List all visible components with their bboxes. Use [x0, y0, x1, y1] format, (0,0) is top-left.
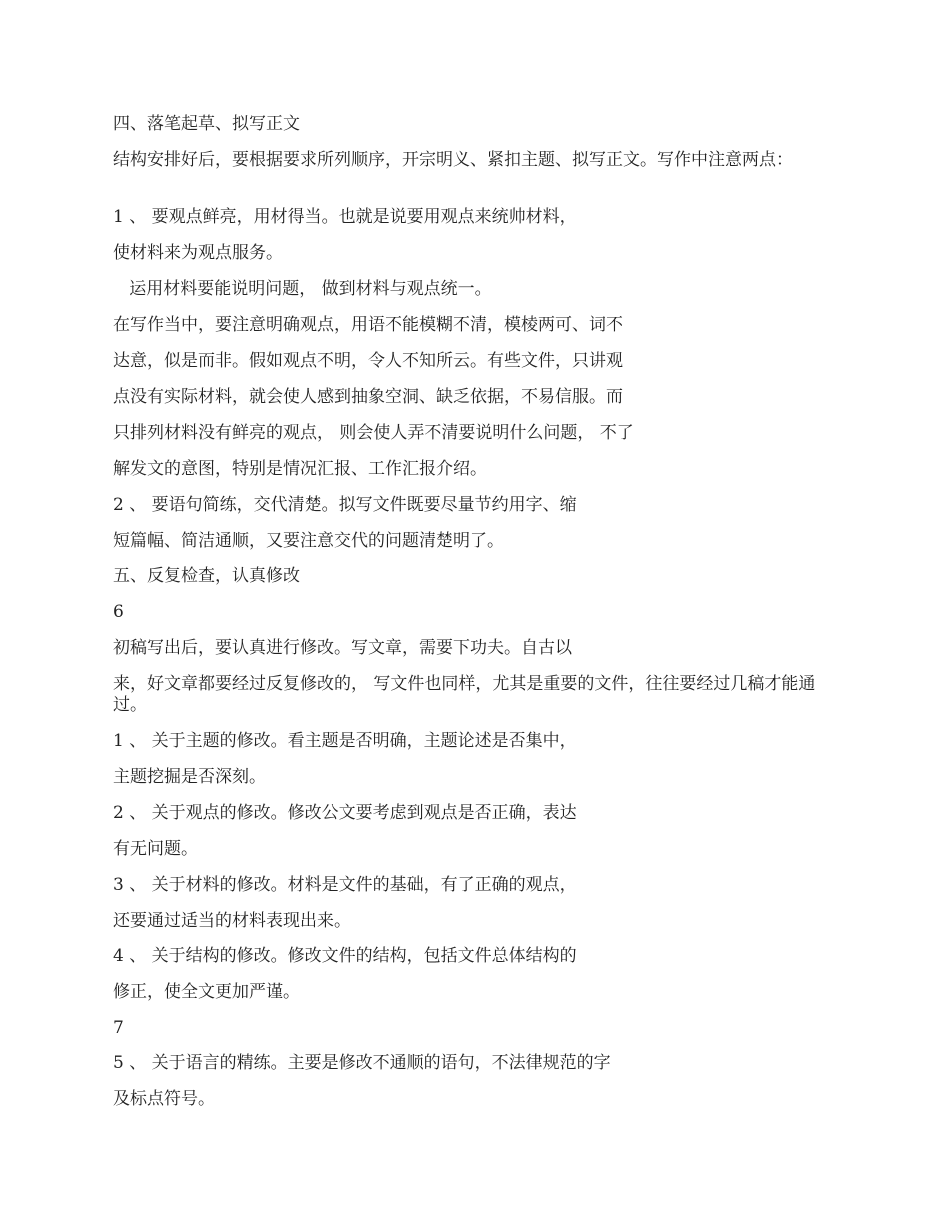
paragraph-line: 初稿写出后，要认真进行修改。写文章，需要下功夫。自古以 — [113, 638, 572, 658]
list-item-1: 1 、 要观点鲜亮，用材得当。也就是说要用观点来统帅材料， — [113, 207, 577, 227]
paragraph-line: 还要通过适当的材料表现出来。 — [113, 911, 351, 931]
list-item-2: 2 、 要语句简练，交代清楚。拟写文件既要尽量节约用字、缩 — [113, 495, 577, 515]
paragraph-line: 主题挖掘是否深刻。 — [113, 767, 266, 787]
section-heading-4: 四、落笔起草、拟写正文 — [113, 114, 300, 134]
paragraph-line: 点没有实际材料，就会使人感到抽象空洞、缺乏依据，不易信服。而 — [113, 387, 623, 407]
paragraph-line: 达意，似是而非。假如观点不明，令人不知所云。有些文件，只讲观 — [113, 351, 623, 371]
paragraph-line: 短篇幅、简洁通顺，又要注意交代的问题清楚明了。 — [113, 531, 504, 551]
paragraph-line: 使材料来为观点服务。 — [113, 243, 283, 263]
paragraph-line: 及标点符号。 — [113, 1089, 215, 1109]
list-item-4: 4 、 关于结构的修改。修改文件的结构，包括文件总体结构的 — [113, 946, 577, 966]
paragraph-line: 有无问题。 — [113, 839, 198, 859]
paragraph-line: 结构安排好后，要根据要求所列顺序，开宗明义、紧扣主题、拟写正文。写作中注意两点： — [113, 150, 793, 170]
list-item-3: 3 、 关于材料的修改。材料是文件的基础，有了正确的观点， — [113, 875, 577, 895]
list-item-2: 2 、 关于观点的修改。修改公文要考虑到观点是否正确，表达 — [113, 803, 577, 823]
paragraph-line: 来，好文章都要经过反复修改的， 写文件也同样，尤其是重要的文件，往往要经过几稿才能通过。 — [113, 674, 816, 715]
paragraph-line: 运用材料要能说明问题， 做到材料与观点统一。 — [113, 279, 492, 299]
paragraph-line: 修正，使全文更加严谨。 — [113, 982, 300, 1002]
paragraph-line: 只排列材料没有鲜亮的观点， 则会使人弄不清要说明什么问题， 不了 — [113, 423, 634, 443]
section-heading-5: 五、反复检查，认真修改 — [113, 566, 300, 586]
list-item-5: 5 、 关于语言的精练。主要是修改不通顺的语句，不法律规范的字 — [113, 1053, 611, 1073]
list-item-1: 1 、 关于主题的修改。看主题是否明确，主题论述是否集中， — [113, 731, 577, 751]
page-number: 7 — [113, 1018, 124, 1038]
paragraph-line: 解发文的意图，特别是情况汇报、工作汇报介绍。 — [113, 459, 487, 479]
paragraph-line: 在写作当中，要注意明确观点，用语不能模糊不清，模棱两可、词不 — [113, 315, 623, 335]
page-number: 6 — [113, 602, 124, 622]
